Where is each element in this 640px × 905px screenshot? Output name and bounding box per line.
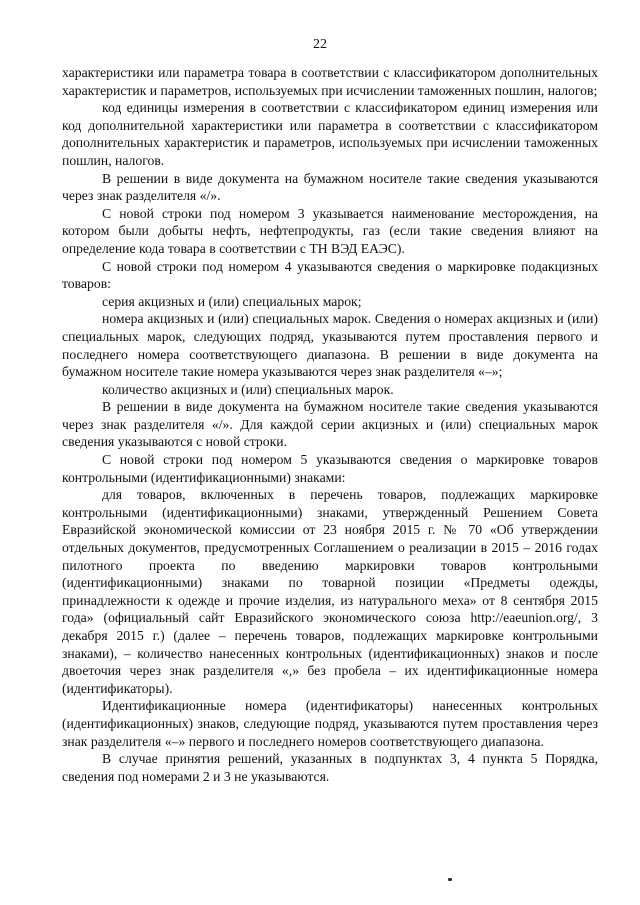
paragraph-5: С новой строки под номером 4 указываются сведения о маркировке подакцизных товаров: bbox=[62, 258, 598, 292]
paragraph-6: серия акцизных и (или) специальных марок; bbox=[102, 293, 362, 309]
paragraph-8: количество акцизных и (или) специальных марок. bbox=[102, 381, 394, 397]
document-body bbox=[62, 64, 598, 785]
paragraph-2: код единицы измерения в соответствии с классификатором единиц измерения или код дополнительной характеристики или параметра в соответствии с классификатором дополнительных характеристик и параметров, используемых при исчислении таможенных пошлин, налогов. bbox=[62, 100, 598, 168]
paragraph-10: С новой строки под номером 5 указываются сведения о маркировке товаров контрольными (идентификационными) знаками: bbox=[62, 452, 598, 485]
paragraph-4: С новой строки под номером 3 указывается наименование месторождения, на котором были добыты нефть, нефтепродукты, газ (если такие сведения влияют на определение кода товара в соответствии с ТН ВЭД ЕАЭС). bbox=[62, 205, 598, 256]
page-number: 22 bbox=[313, 37, 327, 52]
paragraph-1: характеристики или параметра товара в соответствии с классификатором дополнительных характеристик и параметров, используемых при исчислении таможенных пошлин, налогов; bbox=[62, 65, 598, 98]
paragraph-9: В решении в виде документа на бумажном носителе такие сведения указываются через знак разделителя «/». Для каждой серии акцизных и (или) специальных марок сведения указываются с новой строки. bbox=[62, 399, 598, 450]
paragraph-11: для товаров, включенных в перечень товаров, подлежащих маркировке контрольными (идентификационными) знаками, утвержденный Решением Совета Евразийской экономической комиссии от 23 ноября 2015 г. № 70 «Об утверждении отдельных документов, предусмотренных Соглашением о реализации в 2015 – 2016 годах пилотного проекта по введению маркировки товаров контрольными (идентификационными) знаками по товарной позиции «Предметы одежды, принадлежности к одежде и прочие изделия, из натурального меха» от 8 сентября 2015 года» (официальный сайт Евразийского экономического союза http://eaeunion.org/, 3 декабря 2015 г.) (далее – перечень товаров, подлежащих маркировке контрольными знаками), – количество нанесенных контрольных (идентификационных) знаков и после двоеточия через знак разделителя «,» без пробела – их идентификационные номера (идентификаторы). bbox=[62, 487, 598, 696]
scan-speck bbox=[448, 878, 452, 881]
paragraph-7: номера акцизных и (или) специальных марок. Сведения о номерах акцизных и (или) специальных марок, следующих подряд, указываются путем проставления первого и последнего номера соответствующего диапазона. В решении в виде документа на бумажном носителе такие номера указываются через знак разделителя «–»; bbox=[62, 311, 598, 380]
paragraph-3: В решении в виде документа на бумажном носителе такие сведения указываются через знак разделителя «/». bbox=[62, 170, 598, 204]
paragraph-12: Идентификационные номера (идентификаторы) нанесенных контрольных (идентификационных) знаков, следующие подряд, указываются путем проставления через знак разделителя «–» первого и последнего номеров соответствующего диапазона. bbox=[62, 698, 598, 749]
paragraph-13: В случае принятия решений, указанных в подпунктах 3, 4 пункта 5 Порядка, сведения под номерами 2 и 3 не указываются. bbox=[62, 751, 598, 784]
